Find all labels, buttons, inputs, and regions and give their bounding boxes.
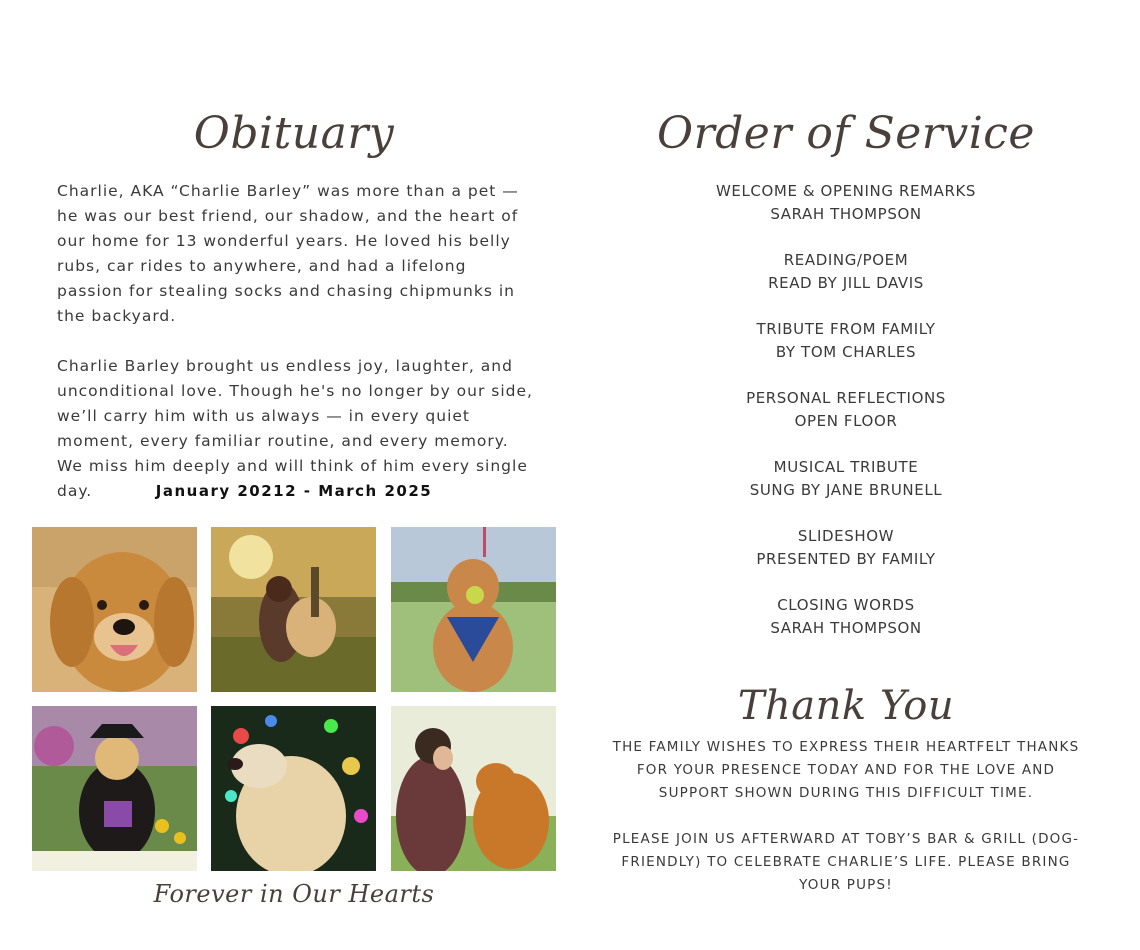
service-column <box>590 0 1140 950</box>
pirate-dog-photo <box>32 706 197 871</box>
service-detail: SUNG BY JANE BRUNELL <box>749 481 943 499</box>
service-item <box>590 180 1102 226</box>
service-heading: WELCOME & OPENING REMARKS <box>715 182 977 200</box>
service-heading: TRIBUTE FROM FAMILY <box>756 320 936 338</box>
service-heading: SLIDESHOW <box>797 527 895 545</box>
woman-with-dog-photo <box>391 706 556 871</box>
photo-grid <box>32 527 556 871</box>
forever-in-our-hearts: Forever in Our Hearts <box>153 880 435 908</box>
service-detail: PRESENTED BY FAMILY <box>756 550 936 568</box>
service-detail: OPEN FLOOR <box>794 412 898 430</box>
thank-you-paragraph: THE FAMILY WISHES TO EXPRESS THEIR HEARTFELT THANKS FOR YOUR PRESENCE TODAY AND FOR THE LOVE AND SUPPORT SHOWN DURING THIS DIFFICULT TIME. <box>612 739 1080 801</box>
obituary-paragraph: Charlie Barley brought us endless joy, laughter, and unconditional love. Though he's no longer by our side, we’ll carry him with us always — in every quiet moment, every familiar routine, and every memory. We miss him deeply and will think of him every single day. <box>57 357 533 500</box>
thank-you-title: Thank You <box>737 683 955 729</box>
service-item <box>590 594 1102 640</box>
service-heading: READING/POEM <box>783 251 909 269</box>
service-detail: BY TOM CHARLES <box>775 343 917 361</box>
service-item <box>590 318 1102 364</box>
obituary-paragraph: Charlie, AKA “Charlie Barley” was more than a pet — he was our best friend, our shadow, and the heart of our home for 13 wonderful years. He loved his belly rubs, car rides to anywhere, and had a lifelong passion for stealing socks and chasing chipmunks in the backyard. <box>57 182 519 325</box>
service-detail: READ BY JILL DAVIS <box>768 274 924 292</box>
service-item <box>590 525 1102 571</box>
service-heading: PERSONAL REFLECTIONS <box>746 389 946 407</box>
service-list <box>590 180 1102 663</box>
service-detail: SARAH THOMPSON <box>770 619 922 637</box>
thank-you-text <box>610 736 1082 920</box>
order-of-service-title: Order of Service <box>657 108 1035 159</box>
life-dates: January 20212 - March 2025 <box>155 482 433 500</box>
service-heading: MUSICAL TRIBUTE <box>773 458 919 476</box>
thank-you-paragraph: PLEASE JOIN US AFTERWARD AT TOBY’S BAR & GRILL (DOG-FRIENDLY) TO CELEBRATE CHARLIE’S LIFE. PLEASE BRING YOUR PUPS! <box>612 831 1080 893</box>
service-item <box>590 456 1102 502</box>
woman-hugging-dog-photo <box>211 527 376 692</box>
obituary-title: Obituary <box>193 108 395 159</box>
service-item <box>590 249 1102 295</box>
dog-portrait-photo <box>32 527 197 692</box>
service-item <box>590 387 1102 433</box>
dog-bokeh-lights-photo <box>211 706 376 871</box>
obituary-text <box>57 179 537 529</box>
puppy-bandana-photo <box>391 527 556 692</box>
service-heading: CLOSING WORDS <box>777 596 915 614</box>
service-detail: SARAH THOMPSON <box>770 205 922 223</box>
